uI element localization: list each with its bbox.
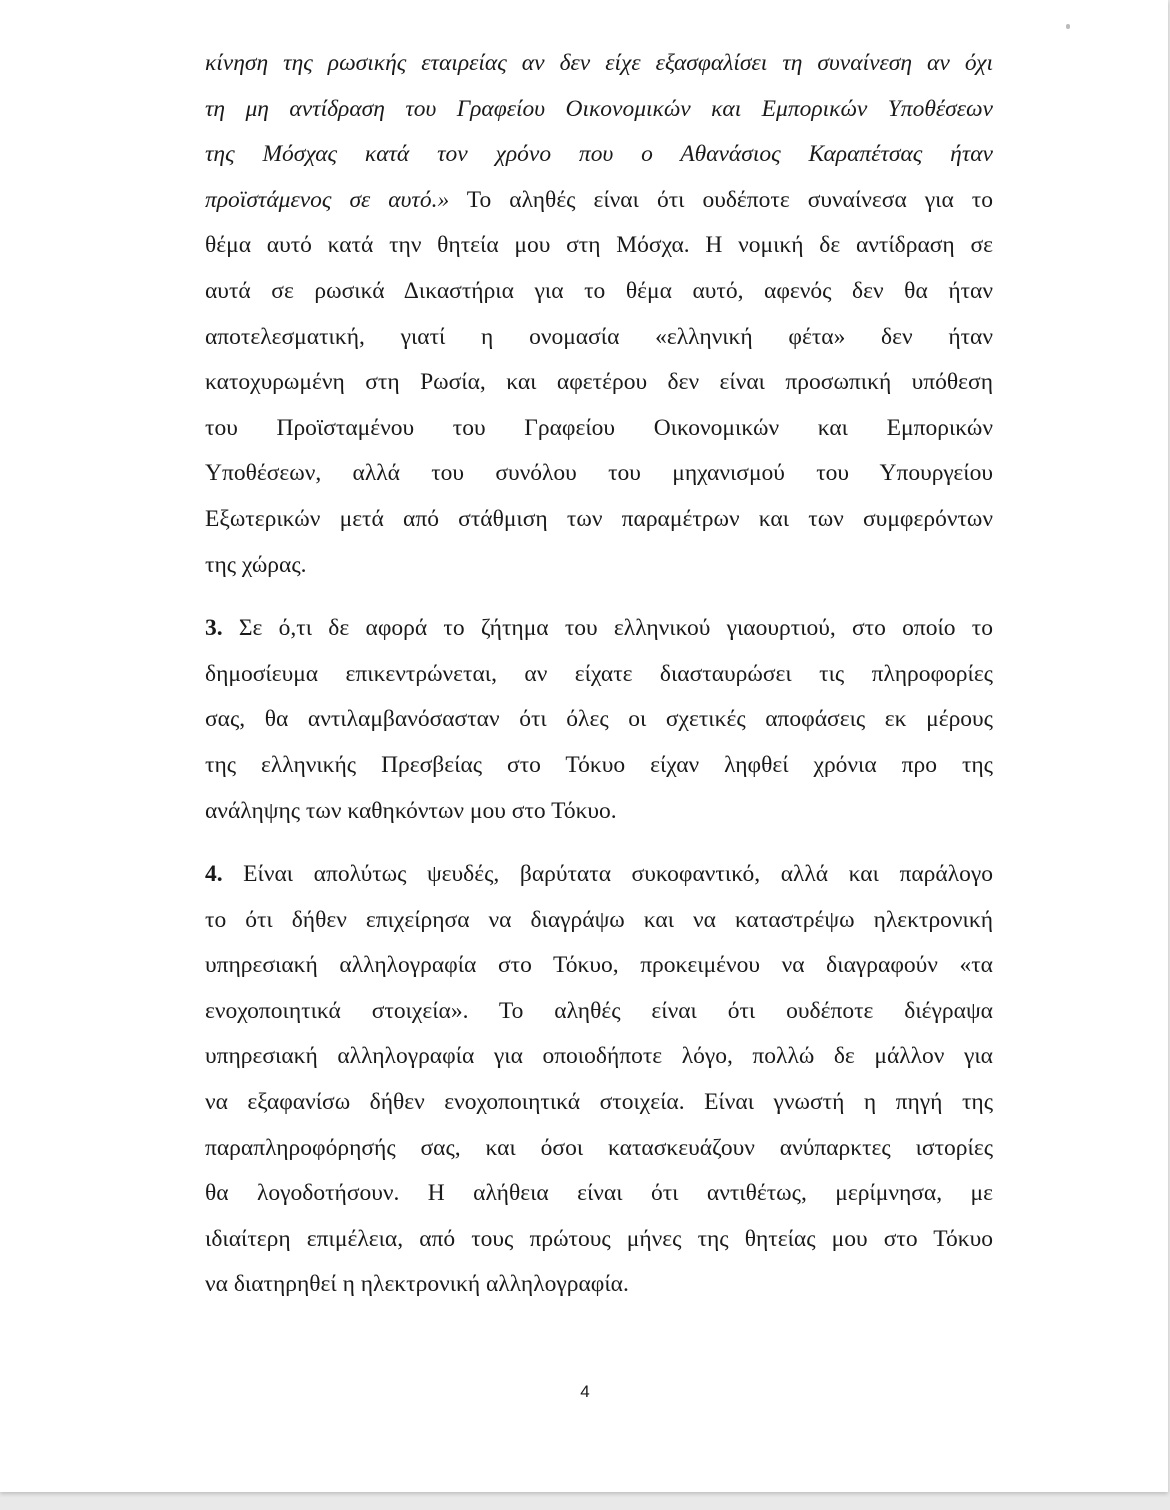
- text-segment: ενοχοποιητικά στοιχεία». Το αληθές είναι ότι ουδέποτε διέγραψα: [205, 997, 993, 1024]
- text-segment: της Μόσχας κατά τον χρόνο που ο Αθανάσιος Καραπέτσας ήταν: [205, 141, 993, 168]
- text-line: [205, 499, 993, 545]
- text-segment: θα λογοδοτήσουν. Η αλήθεια είναι ότι αντιθέτως, μερίμνησα, με: [205, 1180, 993, 1207]
- text-segment: παραπληροφόρησής σας, και όσοι κατασκευάζουν ανύπαρκτες ιστορίες: [205, 1134, 993, 1161]
- text-segment: Εξωτερικών μετά από στάθμιση των παραμέτρων και των συμφερόντων: [205, 505, 993, 532]
- text-line: [205, 545, 993, 591]
- scan-speck: [1066, 24, 1070, 29]
- text-segment: Σε ό,τι δε αφορά το ζήτημα του ελληνικού γιαουρτιού, στο οποίο το: [222, 615, 993, 642]
- text-line: [205, 900, 993, 946]
- text-line: [205, 854, 993, 900]
- text-line: [205, 791, 993, 837]
- paragraph: [205, 608, 993, 836]
- text-segment: να διατηρηθεί η ηλεκτρονική αλληλογραφία.: [205, 1271, 629, 1298]
- text-line: [205, 317, 993, 363]
- text-segment: τη μη αντίδραση του Γραφείου Οικονομικών και Εμπορικών Υποθέσεων: [205, 95, 993, 122]
- document-body: [205, 43, 993, 1310]
- text-line: [205, 1173, 993, 1219]
- text-line: [205, 89, 993, 135]
- paragraph: [205, 854, 993, 1310]
- text-line: [205, 362, 993, 408]
- text-line: [205, 271, 993, 317]
- text-segment: προϊστάμενος σε αυτό.»: [205, 186, 450, 213]
- text-segment: ανάληψης των καθηκόντων μου στο Τόκυο.: [205, 797, 617, 824]
- text-segment: Υποθέσεων, αλλά του συνόλου του μηχανισμού του Υπουργείου: [205, 460, 993, 487]
- text-line: [205, 745, 993, 791]
- text-line: [205, 1128, 993, 1174]
- text-segment: Το αληθές είναι ότι ουδέποτε συναίνεσα για το: [449, 186, 993, 213]
- text-line: [205, 699, 993, 745]
- text-line: [205, 453, 993, 499]
- text-segment: υπηρεσιακή αλληλογραφία στο Τόκυο, προκειμένου να διαγραφούν «τα: [205, 952, 993, 979]
- text-line: [205, 1264, 993, 1310]
- text-segment: δημοσίευμα επικεντρώνεται, αν είχατε διασταυρώσει τις πληροφορίες: [205, 660, 993, 687]
- text-line: [205, 1082, 993, 1128]
- text-segment: της χώρας.: [205, 551, 307, 578]
- text-segment: υπηρεσιακή αλληλογραφία για οποιοδήποτε λόγο, πολλώ δε μάλλον για: [205, 1043, 993, 1070]
- text-segment: κατοχυρωμένη στη Ρωσία, και αφετέρου δεν είναι προσωπική υπόθεση: [205, 369, 993, 396]
- paragraph: [205, 43, 993, 590]
- text-line: [205, 43, 993, 89]
- text-segment: αποτελεσματική, γιατί η ονομασία «ελληνική φέτα» δεν ήταν: [205, 323, 993, 350]
- text-segment: κίνηση της ρωσικής εταιρείας αν δεν είχε εξασφαλίσει τη συναίνεση αν όχι: [205, 50, 993, 76]
- text-line: [205, 180, 993, 226]
- text-line: [205, 408, 993, 454]
- text-segment: της ελληνικής Πρεσβείας στο Τόκυο είχαν ληφθεί χρόνια προ της: [205, 751, 993, 778]
- text-segment: σας, θα αντιλαμβανόσασταν ότι όλες οι σχετικές αποφάσεις εκ μέρους: [205, 706, 993, 733]
- text-segment: το ότι δήθεν επιχείρησα να διαγράψω και να καταστρέψω ηλεκτρονική: [205, 906, 993, 933]
- text-line: [205, 1036, 993, 1082]
- text-segment: θέμα αυτό κατά την θητεία μου στη Μόσχα. Η νομική δε αντίδραση σε: [205, 232, 993, 259]
- text-line: [205, 945, 993, 991]
- page-number: 4: [580, 1382, 590, 1401]
- text-line: [205, 1219, 993, 1265]
- text-segment: αυτά σε ρωσικά Δικαστήρια για το θέμα αυτό, αφενός δεν θα ήταν: [205, 277, 993, 304]
- text-line: [205, 134, 993, 180]
- text-segment: ιδιαίτερη επιμέλεια, από τους πρώτους μήνες της θητείας μου στο Τόκυο: [205, 1225, 993, 1252]
- text-line: [205, 654, 993, 700]
- text-line: [205, 991, 993, 1037]
- paragraph-number: 4.: [205, 861, 223, 888]
- text-segment: Είναι απολύτως ψευδές, βαρύτατα συκοφαντικό, αλλά και παράλογο: [222, 861, 993, 888]
- text-segment: του Προϊσταμένου του Γραφείου Οικονομικών και Εμπορικών: [205, 414, 993, 441]
- text-line: [205, 225, 993, 271]
- paragraph-number: 3.: [205, 615, 223, 642]
- text-line: [205, 608, 993, 654]
- text-segment: να εξαφανίσω δήθεν ενοχοποιητικά στοιχεία. Είναι γνωστή η πηγή της: [205, 1089, 993, 1116]
